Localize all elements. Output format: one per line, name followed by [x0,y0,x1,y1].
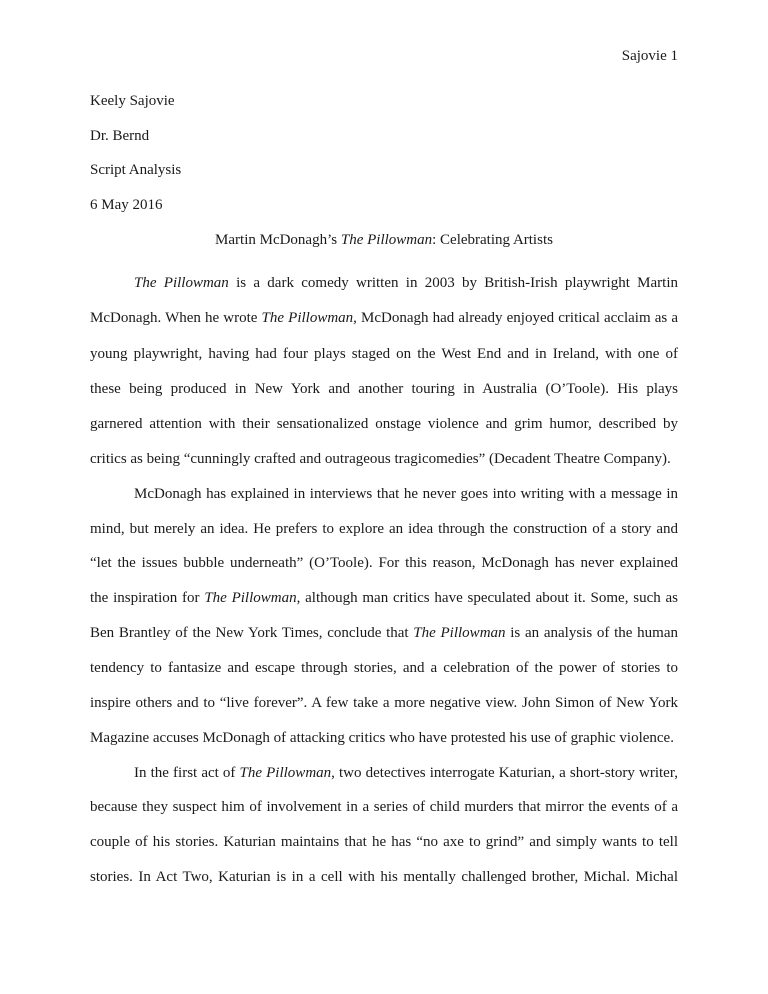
essay-title: Martin McDonagh’s The Pillowman: Celebrating Artists [215,232,553,248]
body-line: these being produced in New York and another touring in Australia (O’Toole). His plays [90,381,678,397]
author-name: Keely Sajovie [90,93,175,109]
body-line: critics as being “cunningly crafted and outrageous tragicomedies” (Decadent Theatre Company). [90,451,671,467]
body-line: garnered attention with their sensationalized onstage violence and grim humor, described by [90,416,678,432]
body-line: because they suspect him of involvement in a series of child murders that mirror the events of a [90,799,678,815]
body-line: The Pillowman is a dark comedy written in 2003 by British-Irish playwright Martin [134,275,678,291]
body-line: stories. In Act Two, Katurian is in a cell with his mentally challenged brother, Michal. Michal [90,869,678,885]
body-line: “let the issues bubble underneath” (O’Toole). For this reason, McDonagh has never explained [90,555,678,571]
body-line: inspire others and to “live forever”. A few take a more negative view. John Simon of New York [90,695,678,711]
body-line: McDonagh has explained in interviews that he never goes into writing with a message in [134,486,678,502]
body-line: Magazine accuses McDonagh of attacking critics who have protested his use of graphic violence. [90,730,674,746]
date: 6 May 2016 [90,197,163,213]
body-line: tendency to fantasize and escape through stories, and a celebration of the power of stories to [90,660,678,676]
instructor-name: Dr. Bernd [90,128,150,144]
body-line: the inspiration for The Pillowman, although man critics have speculated about it. Some, such as [90,590,678,606]
body-line: McDonagh. When he wrote The Pillowman, McDonagh had already enjoyed critical acclaim as a [90,310,679,326]
body-line: Ben Brantley of the New York Times, conclude that The Pillowman is an analysis of the human [90,625,678,641]
running-head: Sajovie 1 [621,48,678,64]
body-line: young playwright, having had four plays staged on the West End and in Ireland, with one of [90,346,678,362]
body-line: In the first act of The Pillowman, two detectives interrogate Katurian, a short-story writer, [134,765,678,781]
course-name: Script Analysis [90,162,182,178]
body-line: mind, but merely an idea. He prefers to explore an idea through the construction of a story and [90,521,678,537]
body-line: couple of his stories. Katurian maintains that he has “no axe to grind” and simply wants to tell [90,834,678,850]
